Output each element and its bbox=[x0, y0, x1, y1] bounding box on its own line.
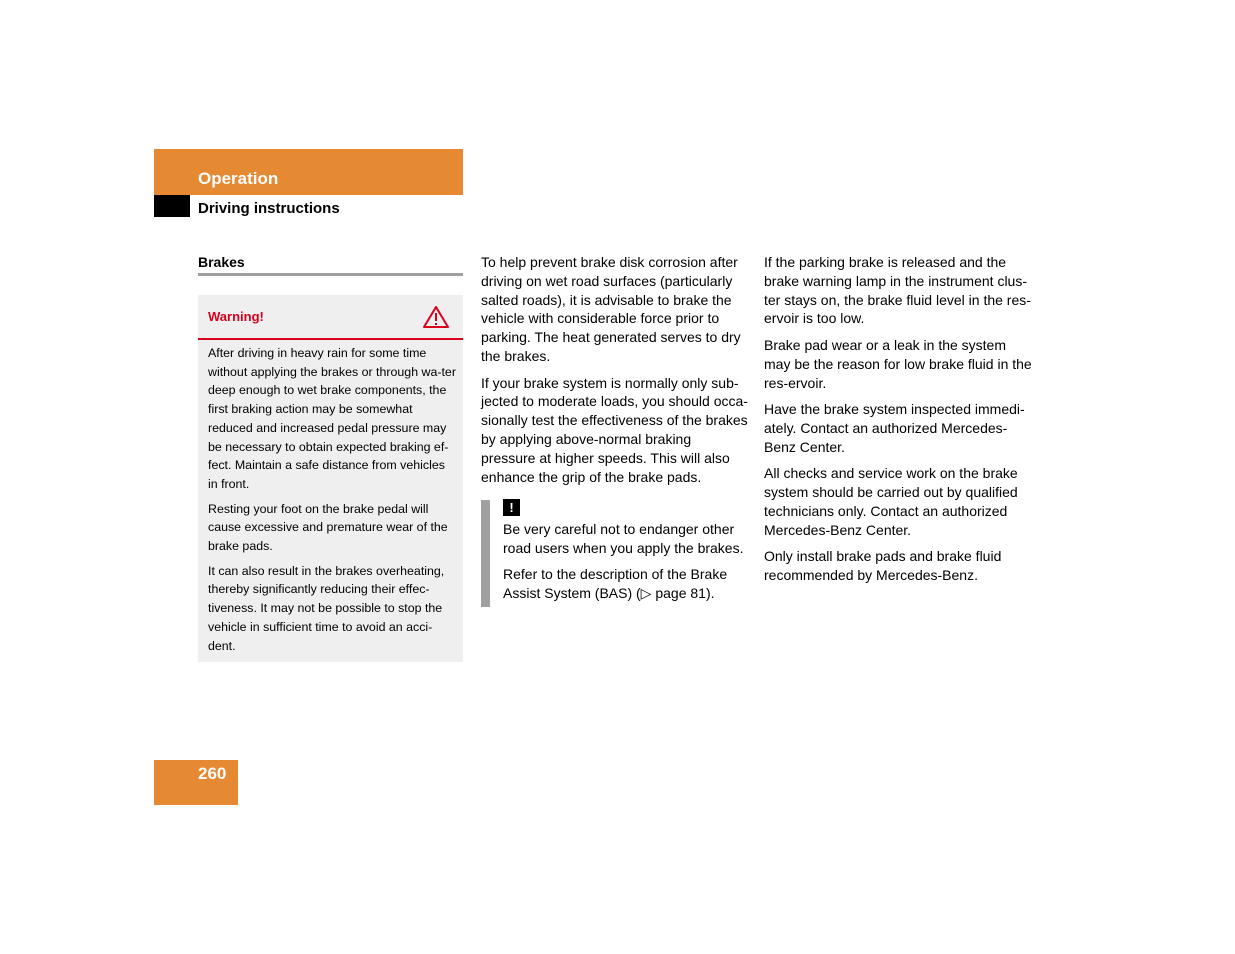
body-paragraph: All checks and service work on the brake system should be carried out by qualified technicians only. Contact an authorized Mercedes-Benz Center. bbox=[764, 465, 1018, 538]
note-bar bbox=[481, 500, 490, 607]
warning-paragraph: After driving in heavy rain for some time without applying the brakes or through wa-ter deep enough to wet brake components, the first braking action may be somewhat reduced and increased pedal pressure may be necessary to obtain expected braking ef-fect. Maintain a safe distance from vehicles in front. bbox=[208, 346, 456, 491]
body-paragraph: Brake pad wear or a leak in the system may be the reason for low brake fluid in the res-ervoir. bbox=[764, 336, 1032, 391]
warning-paragraph: Resting your foot on the brake pedal will cause excessive and premature wear of the brake pads. bbox=[208, 501, 448, 554]
section-title: Operation bbox=[198, 169, 279, 188]
warning-triangle-icon bbox=[422, 305, 450, 329]
heading-divider bbox=[198, 273, 463, 276]
warning-paragraph: It can also result in the brakes overheating, thereby significantly reducing their effec-tiveness. It may not be possible to stop the vehicle in sufficient time to avoid an acci-dent. bbox=[208, 563, 445, 653]
header-marker bbox=[154, 195, 190, 217]
note-paragraph: Refer to the description of the Brake Assist System (BAS) (▷ page 81). bbox=[503, 566, 728, 602]
text-column-3 bbox=[764, 253, 1032, 593]
body-paragraph: If your brake system is normally only sub-jected to moderate loads, you should occa-sionally test the effectiveness of the brakes by applying above-normal braking pressure at higher speeds. This will also enhance the grip of the brake pads. bbox=[481, 374, 748, 485]
body-paragraph: To help prevent brake disk corrosion after driving on wet road surfaces (particularly salted roads), it is advisable to brake the vehicle with considerable force prior to parking. The heat generated serves to dry the brakes. bbox=[481, 254, 741, 364]
warning-title: Warning! bbox=[208, 309, 264, 324]
warning-text bbox=[208, 344, 456, 661]
page-number: 260 bbox=[198, 764, 227, 783]
text-column-2 bbox=[481, 253, 749, 494]
note-text bbox=[503, 520, 753, 611]
brakes-heading: Brakes bbox=[198, 254, 245, 270]
body-paragraph: Only install brake pads and brake fluid recommended by Mercedes-Benz. bbox=[764, 548, 1002, 584]
note-paragraph: Be very careful not to endanger other road users when you apply the brakes. bbox=[503, 521, 744, 556]
note-exclamation-icon: ! bbox=[503, 499, 520, 516]
subsection-title: Driving instructions bbox=[198, 200, 340, 217]
body-paragraph: If the parking brake is released and the brake warning lamp in the instrument clus-ter stays on, the brake fluid level in the res-ervoir is too low. bbox=[764, 254, 1031, 327]
warning-divider bbox=[198, 338, 463, 340]
body-paragraph: Have the brake system inspected immedi-ately. Contact an authorized Mercedes-Benz Center. bbox=[764, 401, 1025, 455]
